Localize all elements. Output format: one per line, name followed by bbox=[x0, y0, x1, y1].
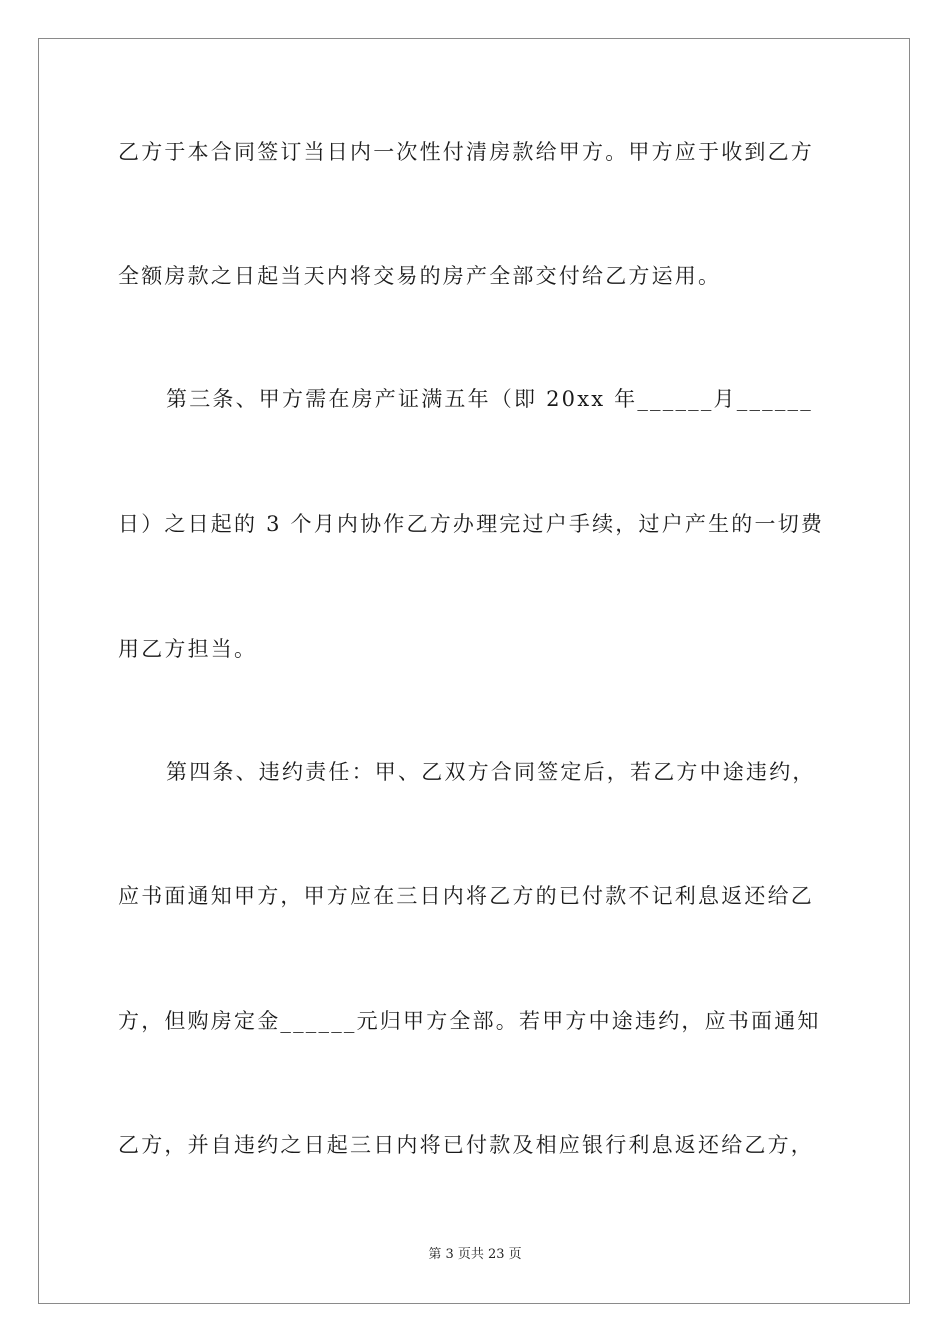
article-4-line-1: 第四条、违约责任：甲、乙双方合同签定后，若乙方中途违约， bbox=[166, 760, 816, 784]
article-4-line-4: 乙方，并自违约之日起三日内将已付款及相应银行利息返还给乙方， bbox=[118, 1133, 814, 1157]
body-line-2: 全额房款之日起当天内将交易的房产全部交付给乙方运用。 bbox=[118, 264, 722, 288]
article-3-line-1: 第三条、甲方需在房产证满五年（即 20xx 年______月______ bbox=[166, 387, 813, 411]
page-number: 第 3 页 bbox=[428, 1247, 471, 1262]
page-total: 共 23 页 bbox=[470, 1247, 522, 1262]
article-3-line-2: 日）之日起的 3 个月内协作乙方办理完过户手续，过户产生的一切费 bbox=[118, 512, 825, 536]
page-border bbox=[38, 38, 910, 1304]
body-line-1: 乙方于本合同签订当日内一次性付清房款给甲方。甲方应于收到乙方 bbox=[118, 140, 814, 164]
article-4-line-2: 应书面通知甲方，甲方应在三日内将乙方的已付款不记利息返还给乙 bbox=[118, 884, 814, 908]
page-footer bbox=[0, 1246, 950, 1264]
article-4-line-3: 方，但购房定金______元归甲方全部。若甲方中途违约，应书面通知 bbox=[118, 1009, 821, 1033]
article-3-line-3: 用乙方担当。 bbox=[118, 637, 258, 661]
